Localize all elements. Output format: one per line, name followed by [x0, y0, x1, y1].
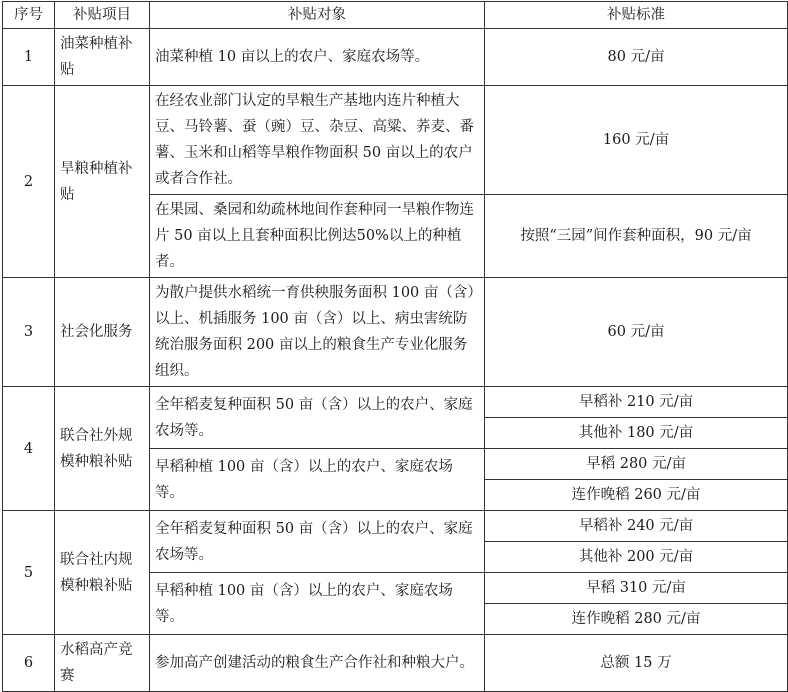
subsidy-item: 油菜种植补贴: [55, 29, 150, 86]
subsidy-standard: 总额 15 万: [485, 635, 788, 692]
subsidy-standard: 80 元/亩: [485, 29, 788, 86]
subsidy-target: 早稻种植 100 亩（含）以上的农户、家庭农场等。: [150, 573, 485, 635]
row-number: 2: [3, 86, 55, 278]
subsidy-target: 全年稻麦复种面积 50 亩（含）以上的农户、家庭农场等。: [150, 511, 485, 573]
subsidy-standard: 其他补 180 元/亩: [485, 418, 788, 449]
header-serial-number: 序号: [3, 2, 55, 29]
subsidy-item: 水稻高产竞赛: [55, 635, 150, 692]
header-subsidy-item: 补贴项目: [55, 2, 150, 29]
subsidy-item: 联合社外规模种粮补贴: [55, 387, 150, 511]
subsidy-target: 为散户提供水稻统一育供秧服务面积 100 亩（含）以上、机插服务 100 亩（含）以上、病虫害统防统治服务面积 200 亩以上的粮食生产专业化服务组织。: [150, 278, 485, 387]
subsidy-standard: 早稻补 240 元/亩: [485, 511, 788, 542]
subsidy-standard: 其他补 200 元/亩: [485, 542, 788, 573]
subsidy-item: 联合社内规模种粮补贴: [55, 511, 150, 635]
subsidy-target: 早稻种植 100 亩（含）以上的农户、家庭农场等。: [150, 449, 485, 511]
row-number: 5: [3, 511, 55, 635]
subsidy-standard: 连作晚稻 280 元/亩: [485, 604, 788, 635]
subsidy-item: 社会化服务: [55, 278, 150, 387]
table-row: [3, 511, 788, 542]
subsidy-standard: 早稻 280 元/亩: [485, 449, 788, 480]
row-number: 6: [3, 635, 55, 692]
table-row: [3, 387, 788, 418]
row-number: 4: [3, 387, 55, 511]
subsidy-standard: 连作晚稻 260 元/亩: [485, 480, 788, 511]
table-row: [3, 29, 788, 86]
subsidy-target: 油菜种植 10 亩以上的农户、家庭农场等。: [150, 29, 485, 86]
table-row: [3, 635, 788, 692]
subsidy-target: 全年稻麦复种面积 50 亩（含）以上的农户、家庭农场等。: [150, 387, 485, 449]
header-subsidy-target: 补贴对象: [150, 2, 485, 29]
subsidy-standard: 60 元/亩: [485, 278, 788, 387]
subsidy-standard: 160 元/亩: [485, 86, 788, 195]
subsidy-table: [2, 1, 788, 692]
subsidy-standard: 早稻 310 元/亩: [485, 573, 788, 604]
subsidy-target: 在经农业部门认定的旱粮生产基地内连片种植大豆、马铃薯、蚕（豌）豆、杂豆、高粱、荞麦、番薯、玉米和山稻等旱粮作物面积 50 亩以上的农户或者合作社。: [150, 86, 485, 195]
subsidy-target: 在果园、桑园和幼疏林地间作套种同一旱粮作物连片 50 亩以上且套种面积比例达50%以上的种植者。: [150, 195, 485, 278]
subsidy-target: 参加高产创建活动的粮食生产合作社和种粮大户。: [150, 635, 485, 692]
subsidy-standard: 按照“三园”间作套种面积，90 元/亩: [485, 195, 788, 278]
table-row: [3, 86, 788, 195]
header-subsidy-standard: 补贴标准: [485, 2, 788, 29]
row-number: 3: [3, 278, 55, 387]
subsidy-item: 旱粮种植补贴: [55, 86, 150, 278]
table-header-row: [3, 2, 788, 29]
subsidy-standard: 早稻补 210 元/亩: [485, 387, 788, 418]
table-row: [3, 278, 788, 387]
row-number: 1: [3, 29, 55, 86]
